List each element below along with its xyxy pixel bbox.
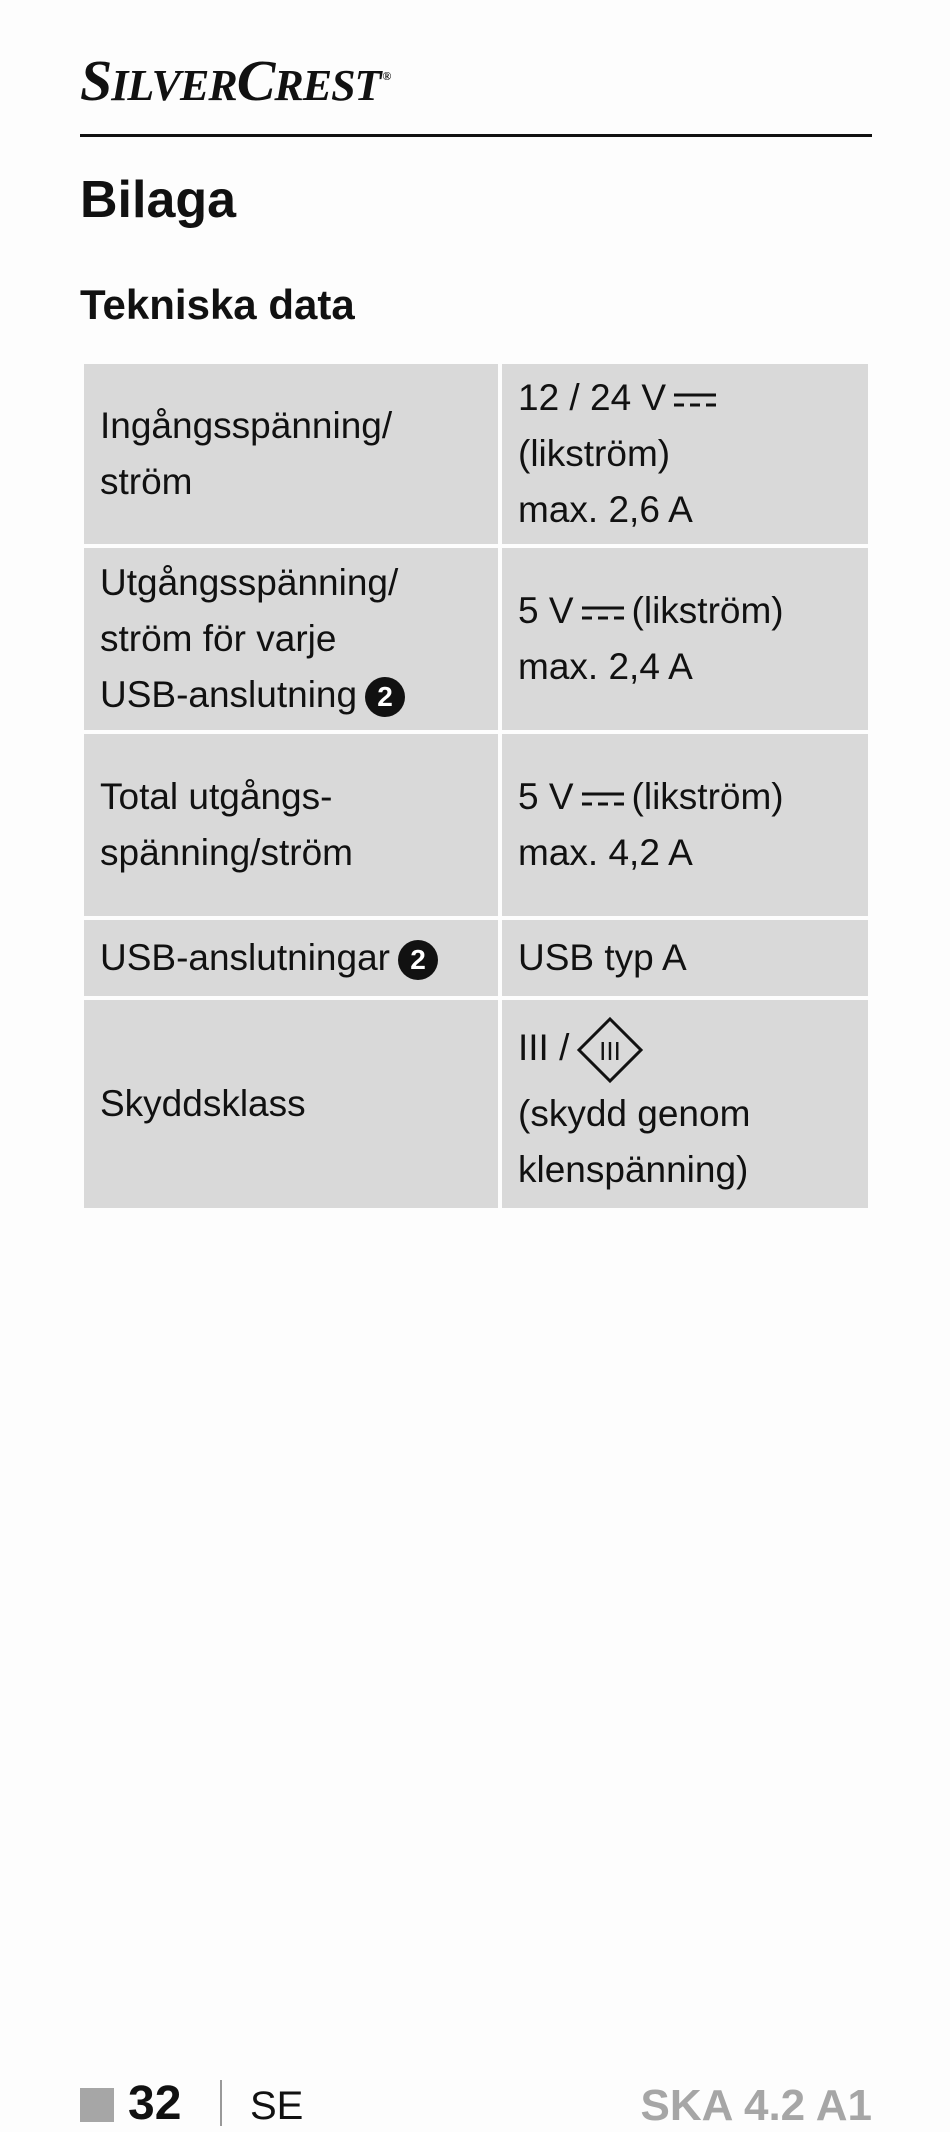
row-label: Ingångsspänning/ ström xyxy=(84,364,498,544)
page-footer xyxy=(80,2072,872,2132)
row-value: USB typ A xyxy=(502,920,868,996)
language-code: SE xyxy=(250,2084,304,2128)
table-row xyxy=(84,920,868,996)
footer-square-icon xyxy=(80,2088,114,2122)
row-value: 5 V (likström) max. 2,4 A xyxy=(502,548,868,730)
brand-rest-1: ILVER xyxy=(111,61,237,110)
direct-current-icon xyxy=(580,789,626,809)
protection-class-iii-icon xyxy=(575,1015,645,1085)
row-value: 5 V (likström) max. 4,2 A xyxy=(502,734,868,916)
table-row xyxy=(84,548,868,730)
brand-initial-2: C xyxy=(236,48,275,113)
footer-separator xyxy=(220,2080,222,2126)
row-label: Skyddsklass xyxy=(84,1000,498,1208)
table-row xyxy=(84,1000,868,1208)
row-value: 12 / 24 V (likström) max. 2,6 A xyxy=(502,364,868,544)
registered-mark: ® xyxy=(382,68,391,83)
callout-number-2: 2 xyxy=(365,677,405,717)
header-rule xyxy=(80,134,872,137)
brand-rest-2: REST xyxy=(274,61,381,110)
page-number: 32 xyxy=(128,2077,182,2130)
row-label: Utgångsspänning/ ström för varje USB-anslutning 2 xyxy=(84,548,498,730)
protection-class-symbol-text: III xyxy=(599,1036,622,1067)
row-value: III / III (skydd genom klenspänning) xyxy=(502,1000,868,1208)
direct-current-icon xyxy=(580,603,626,623)
model-number: SKA 4.2 A1 xyxy=(640,2081,872,2130)
row-label: Total utgångs- spänning/ström xyxy=(84,734,498,916)
section-title: Tekniska data xyxy=(80,281,355,328)
callout-number-2: 2 xyxy=(398,940,438,980)
direct-current-icon xyxy=(672,390,718,410)
table-row xyxy=(84,364,868,544)
brand-logo xyxy=(80,48,391,113)
table-row xyxy=(84,734,868,916)
tech-data-table xyxy=(80,360,872,1212)
page-title: Bilaga xyxy=(80,171,237,229)
brand-initial-1: S xyxy=(80,48,112,113)
row-label: USB-anslutningar 2 xyxy=(84,920,498,996)
